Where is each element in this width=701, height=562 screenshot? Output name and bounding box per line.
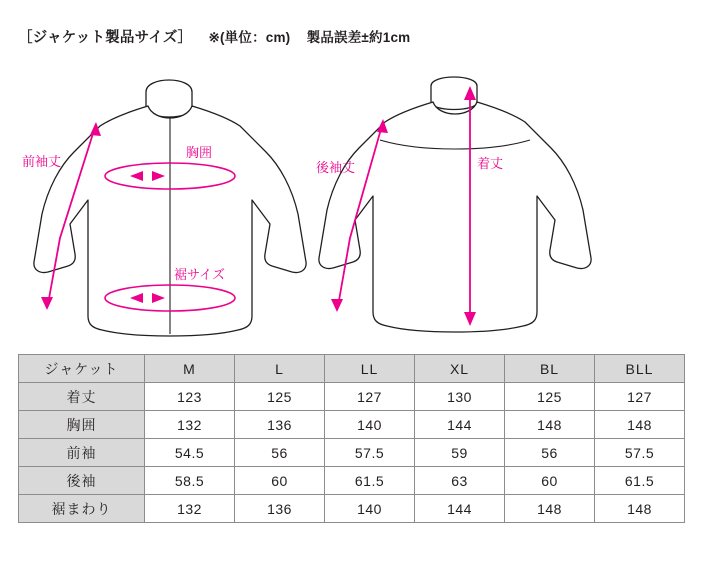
- table-cell: 63: [415, 467, 505, 495]
- table-cell: 127: [325, 383, 415, 411]
- label-back-sleeve: 後袖丈: [316, 160, 356, 175]
- label-front-sleeve: 前袖丈: [22, 154, 62, 169]
- table-corner-label: ジャケット: [19, 355, 145, 383]
- jacket-front-illustration: [34, 80, 306, 336]
- page-title: [18, 26, 410, 47]
- table-cell: 136: [235, 411, 325, 439]
- table-cell: 144: [415, 495, 505, 523]
- table-cell: 132: [145, 411, 235, 439]
- page-title-main: ［ジャケット製品サイズ］: [18, 30, 193, 46]
- size-table: [18, 354, 685, 523]
- table-row: [19, 495, 685, 523]
- row-label: 後袖: [19, 467, 145, 495]
- row-label: 裾まわり: [19, 495, 145, 523]
- table-cell: 140: [325, 495, 415, 523]
- label-length: 着丈: [477, 156, 504, 171]
- table-size-header: L: [235, 355, 325, 383]
- table-cell: 148: [505, 411, 595, 439]
- table-cell: 148: [595, 411, 685, 439]
- table-cell: 57.5: [325, 439, 415, 467]
- table-size-header: XL: [415, 355, 505, 383]
- table-size-header: M: [145, 355, 235, 383]
- label-chest: 胸囲: [186, 145, 213, 160]
- table-cell: 148: [595, 495, 685, 523]
- row-label: 前袖: [19, 439, 145, 467]
- table-cell: 60: [505, 467, 595, 495]
- table-cell: 56: [235, 439, 325, 467]
- table-header-row: [19, 355, 685, 383]
- table-row: [19, 383, 685, 411]
- table-cell: 140: [325, 411, 415, 439]
- table-cell: 56: [505, 439, 595, 467]
- row-label: 着丈: [19, 383, 145, 411]
- table-cell: 130: [415, 383, 505, 411]
- table-cell: 132: [145, 495, 235, 523]
- table-size-header: BLL: [595, 355, 685, 383]
- table-cell: 57.5: [595, 439, 685, 467]
- jacket-diagram: [0, 48, 701, 348]
- table-row: [19, 467, 685, 495]
- table-size-header: BL: [505, 355, 595, 383]
- table-cell: 59: [415, 439, 505, 467]
- table-cell: 127: [595, 383, 685, 411]
- table-cell: 54.5: [145, 439, 235, 467]
- table-cell: 125: [505, 383, 595, 411]
- table-cell: 123: [145, 383, 235, 411]
- table-row: [19, 411, 685, 439]
- page-title-unit-note: ※(単位：cm): [208, 30, 291, 45]
- table-row: [19, 439, 685, 467]
- label-hem: 裾サイズ: [174, 267, 225, 282]
- table-size-header: LL: [325, 355, 415, 383]
- table-cell: 144: [415, 411, 505, 439]
- row-label: 胸囲: [19, 411, 145, 439]
- page-title-tolerance-note: 製品誤差±約1cm: [306, 30, 411, 45]
- table-cell: 61.5: [325, 467, 415, 495]
- table-cell: 136: [235, 495, 325, 523]
- table-cell: 58.5: [145, 467, 235, 495]
- table-cell: 125: [235, 383, 325, 411]
- table-cell: 61.5: [595, 467, 685, 495]
- table-cell: 60: [235, 467, 325, 495]
- table-cell: 148: [505, 495, 595, 523]
